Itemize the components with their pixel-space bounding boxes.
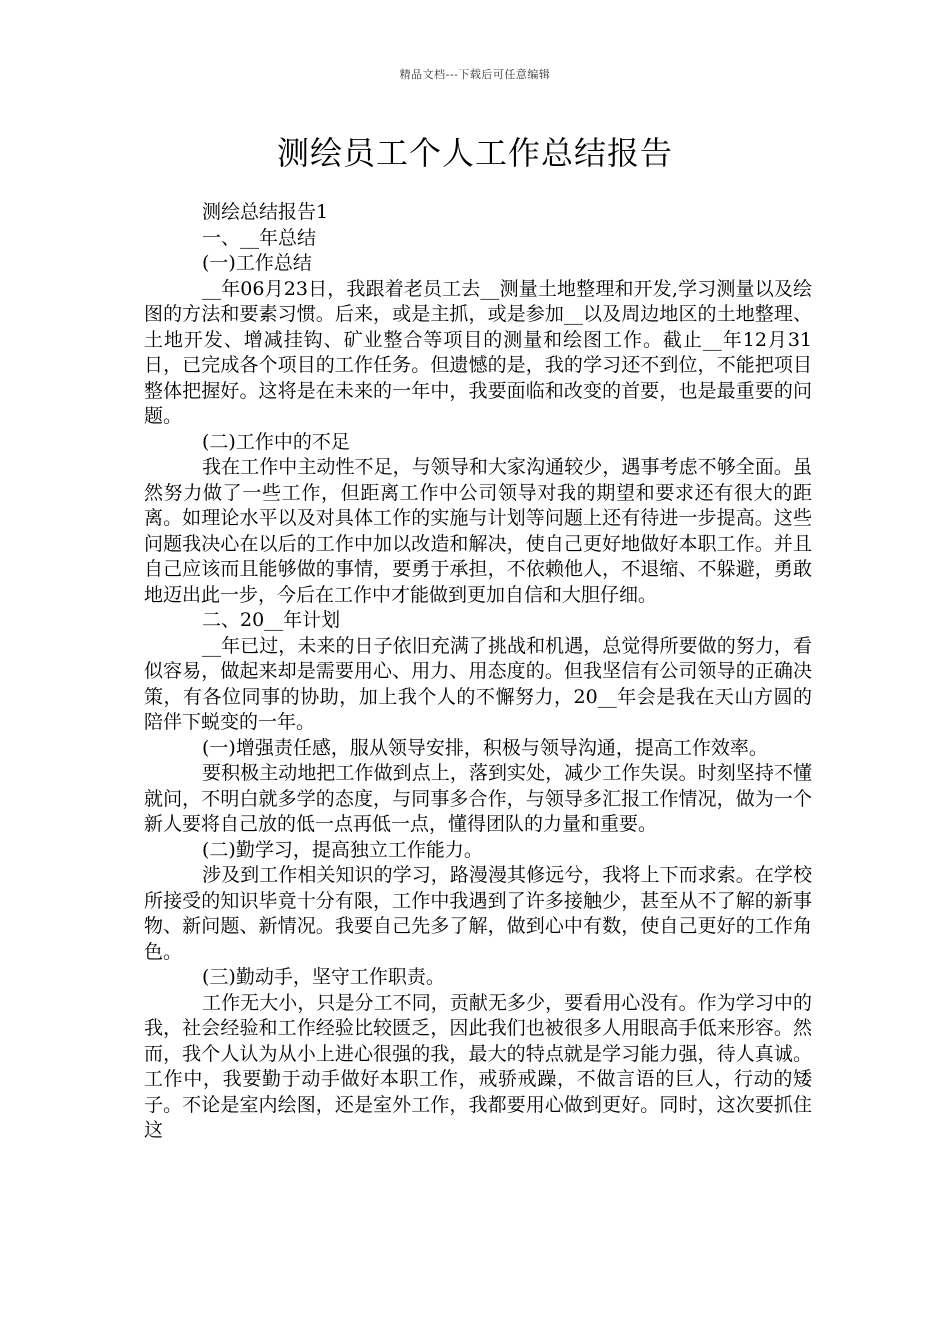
heading-section-2: 二、20__年计划 [202,609,341,631]
paragraph-report-label: 测绘总结报告1 [202,201,329,223]
header-note: 精品文档---下载后可任意编辑 [399,68,551,81]
heading-subsection-1-2: (二)工作中的不足 [202,430,350,453]
heading-subsection-2-3: (三)勤动手，坚守工作职责。 [202,966,445,988]
paragraph-work-summary: __年06月23日，我跟着老员工去__测量土地整理和开发,学习测量以及绘图的方法和要素习惯。后来，或是主抓，或是参加__以及周边地区的土地整理、土地开发、增减挂钩、矿业整合等项目的测量和绘图工作。截止__年12月31日，已完成各个项目的工作任务。但遗憾的是，我的学习还不到位，不能把项目整体把握好。这将是在未来的一年中，我要面临和改变的首要，也是最重要的问题。 [144,277,812,427]
paragraph-responsibility: 要积极主动地把工作做到点上，落到实处，减少工作失误。时刻坚持不懂就问，不明白就多学的态度，与同事多合作，与领导多汇报工作情况，做为一个新人要将自己放的低一点再低一点，懂得团队的力量和重要。 [144,762,812,835]
paragraph-learning: 涉及到工作相关知识的学习，路漫漫其修远兮，我将上下而求索。在学校所接受的知识毕竟十分有限，工作中我遇到了许多接触少，甚至从不了解的新事物、新问题、新情况。我要自己先多了解，做到心中有数，使自己更好的工作角色。 [144,864,812,963]
heading-section-1: 一、__年总结 [202,226,317,249]
document-body [144,200,812,1144]
document-title: 测绘员工个人工作总结报告 [276,134,673,172]
heading-subsection-1-1: (一)工作总结 [202,252,312,274]
paragraph-hands-on: 工作无大小，只是分工不同，贡献无多少，要看用心没有。作为学习中的我，社会经验和工作经验比较匮乏，因此我们也被很多人用眼高手低来形容。然而，我个人认为从小上进心很强的我，最大的特点就是学习能力强，待人真诚。工作中，我要勤于动手做好本职工作，戒骄戒躁，不做言语的巨人，行动的矮子。不论是室内绘图，还是室外工作，我都要用心做到更好。同时，这次要抓住这 [144,991,812,1141]
heading-subsection-2-2: (二)勤学习，提高独立工作能力。 [202,838,483,861]
paragraph-plan-intro: __年已过，未来的日子依旧充满了挑战和机遇，总觉得所要做的努力，看似容易，做起来却是需要用心、用力、用态度的。但我坚信有公司领导的正确决策，有各位同事的协助，加上我个人的不懈努力，20__年会是我在天山方圆的陪伴下蜕变的一年。 [144,634,812,733]
heading-subsection-2-1: (一)增强责任感，服从领导安排，积极与领导沟通，提高工作效率。 [202,736,768,759]
paragraph-shortcomings: 我在工作中主动性不足，与领导和大家沟通较少，遇事考虑不够全面。虽然努力做了一些工作，但距离工作中公司领导对我的期望和要求还有很大的距离。如理论水平以及对具体工作的实施与计划等问题上还有待进一步提高。这些问题我决心在以后的工作中加以改造和解决，使自己更好地做好本职工作。并且自己应该而且能够做的事情，要勇于承担，不依赖他人，不退缩、不躲避，勇敢地迈出此一步，今后在工作中才能做到更加自信和大胆仔细。 [144,456,812,606]
